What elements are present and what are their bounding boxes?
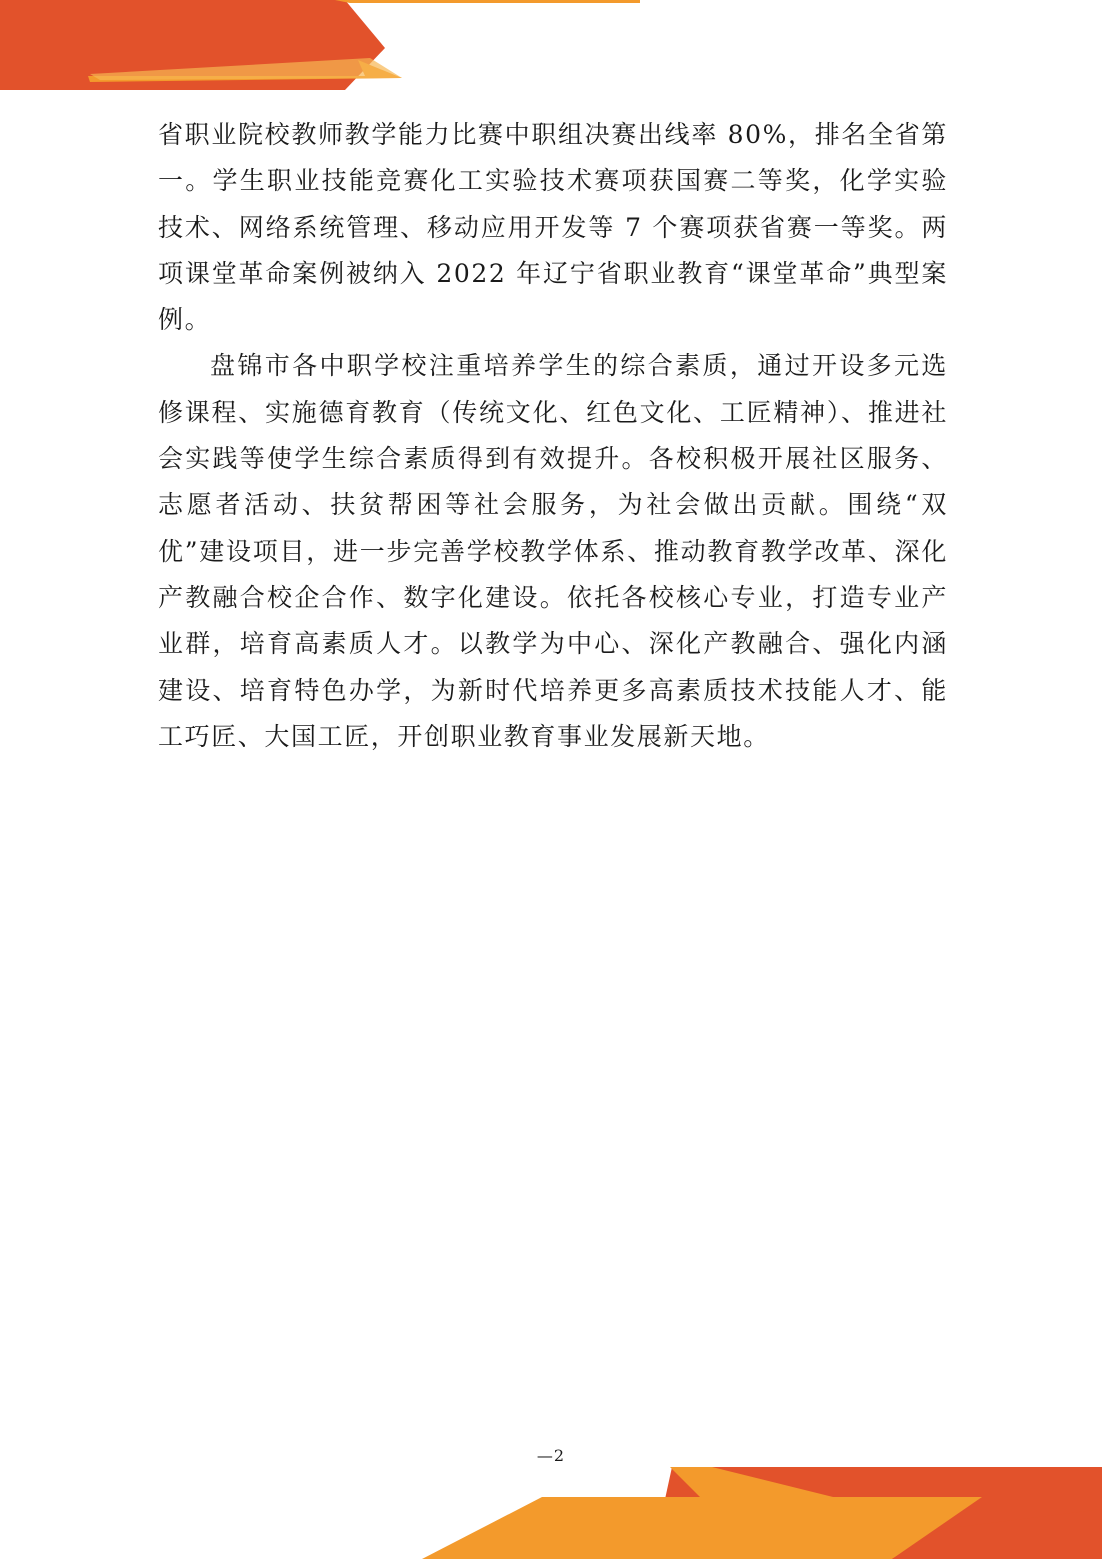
footer-decoration (422, 1459, 1102, 1559)
paragraph-1: 省职业院校教师教学能力比赛中职组决赛出线率 80%，排名全省第一。学生职业技能竞赛化工实验技术赛项获国赛二等奖，化学实验技术、网络系统管理、移动应用开发等 7 个赛项获省赛一等奖。两项课堂革命案例被纳入 2022 年辽宁省职业教育“课堂革命”典型案例。 (158, 120, 948, 335)
paragraph-2: 盘锦市各中职学校注重培养学生的综合素质，通过开设多元选修课程、实施德育教育（传统文化、红色文化、工匠精神）、推进社会实践等使学生综合素质得到有效提升。各校积极开展社区服务、志愿者活动、扶贫帮困等社会服务，为社会做出贡献。围绕“双优”建设项目，进一步完善学校教学体系、推动教育教学改革、深化产教融合校企合作、数字化建设。依托各校核心专业，打造专业产业群，培育高素质人才。以教学为中心、深化产教融合、强化内涵建设、培育特色办学，为新时代培养更多高素质技术技能人才、能工巧匠、大国工匠，开创职业教育事业发展新天地。 (158, 351, 948, 751)
document-body (158, 112, 948, 760)
page-number: —2 (536, 1446, 566, 1465)
header-decoration (0, 0, 660, 90)
